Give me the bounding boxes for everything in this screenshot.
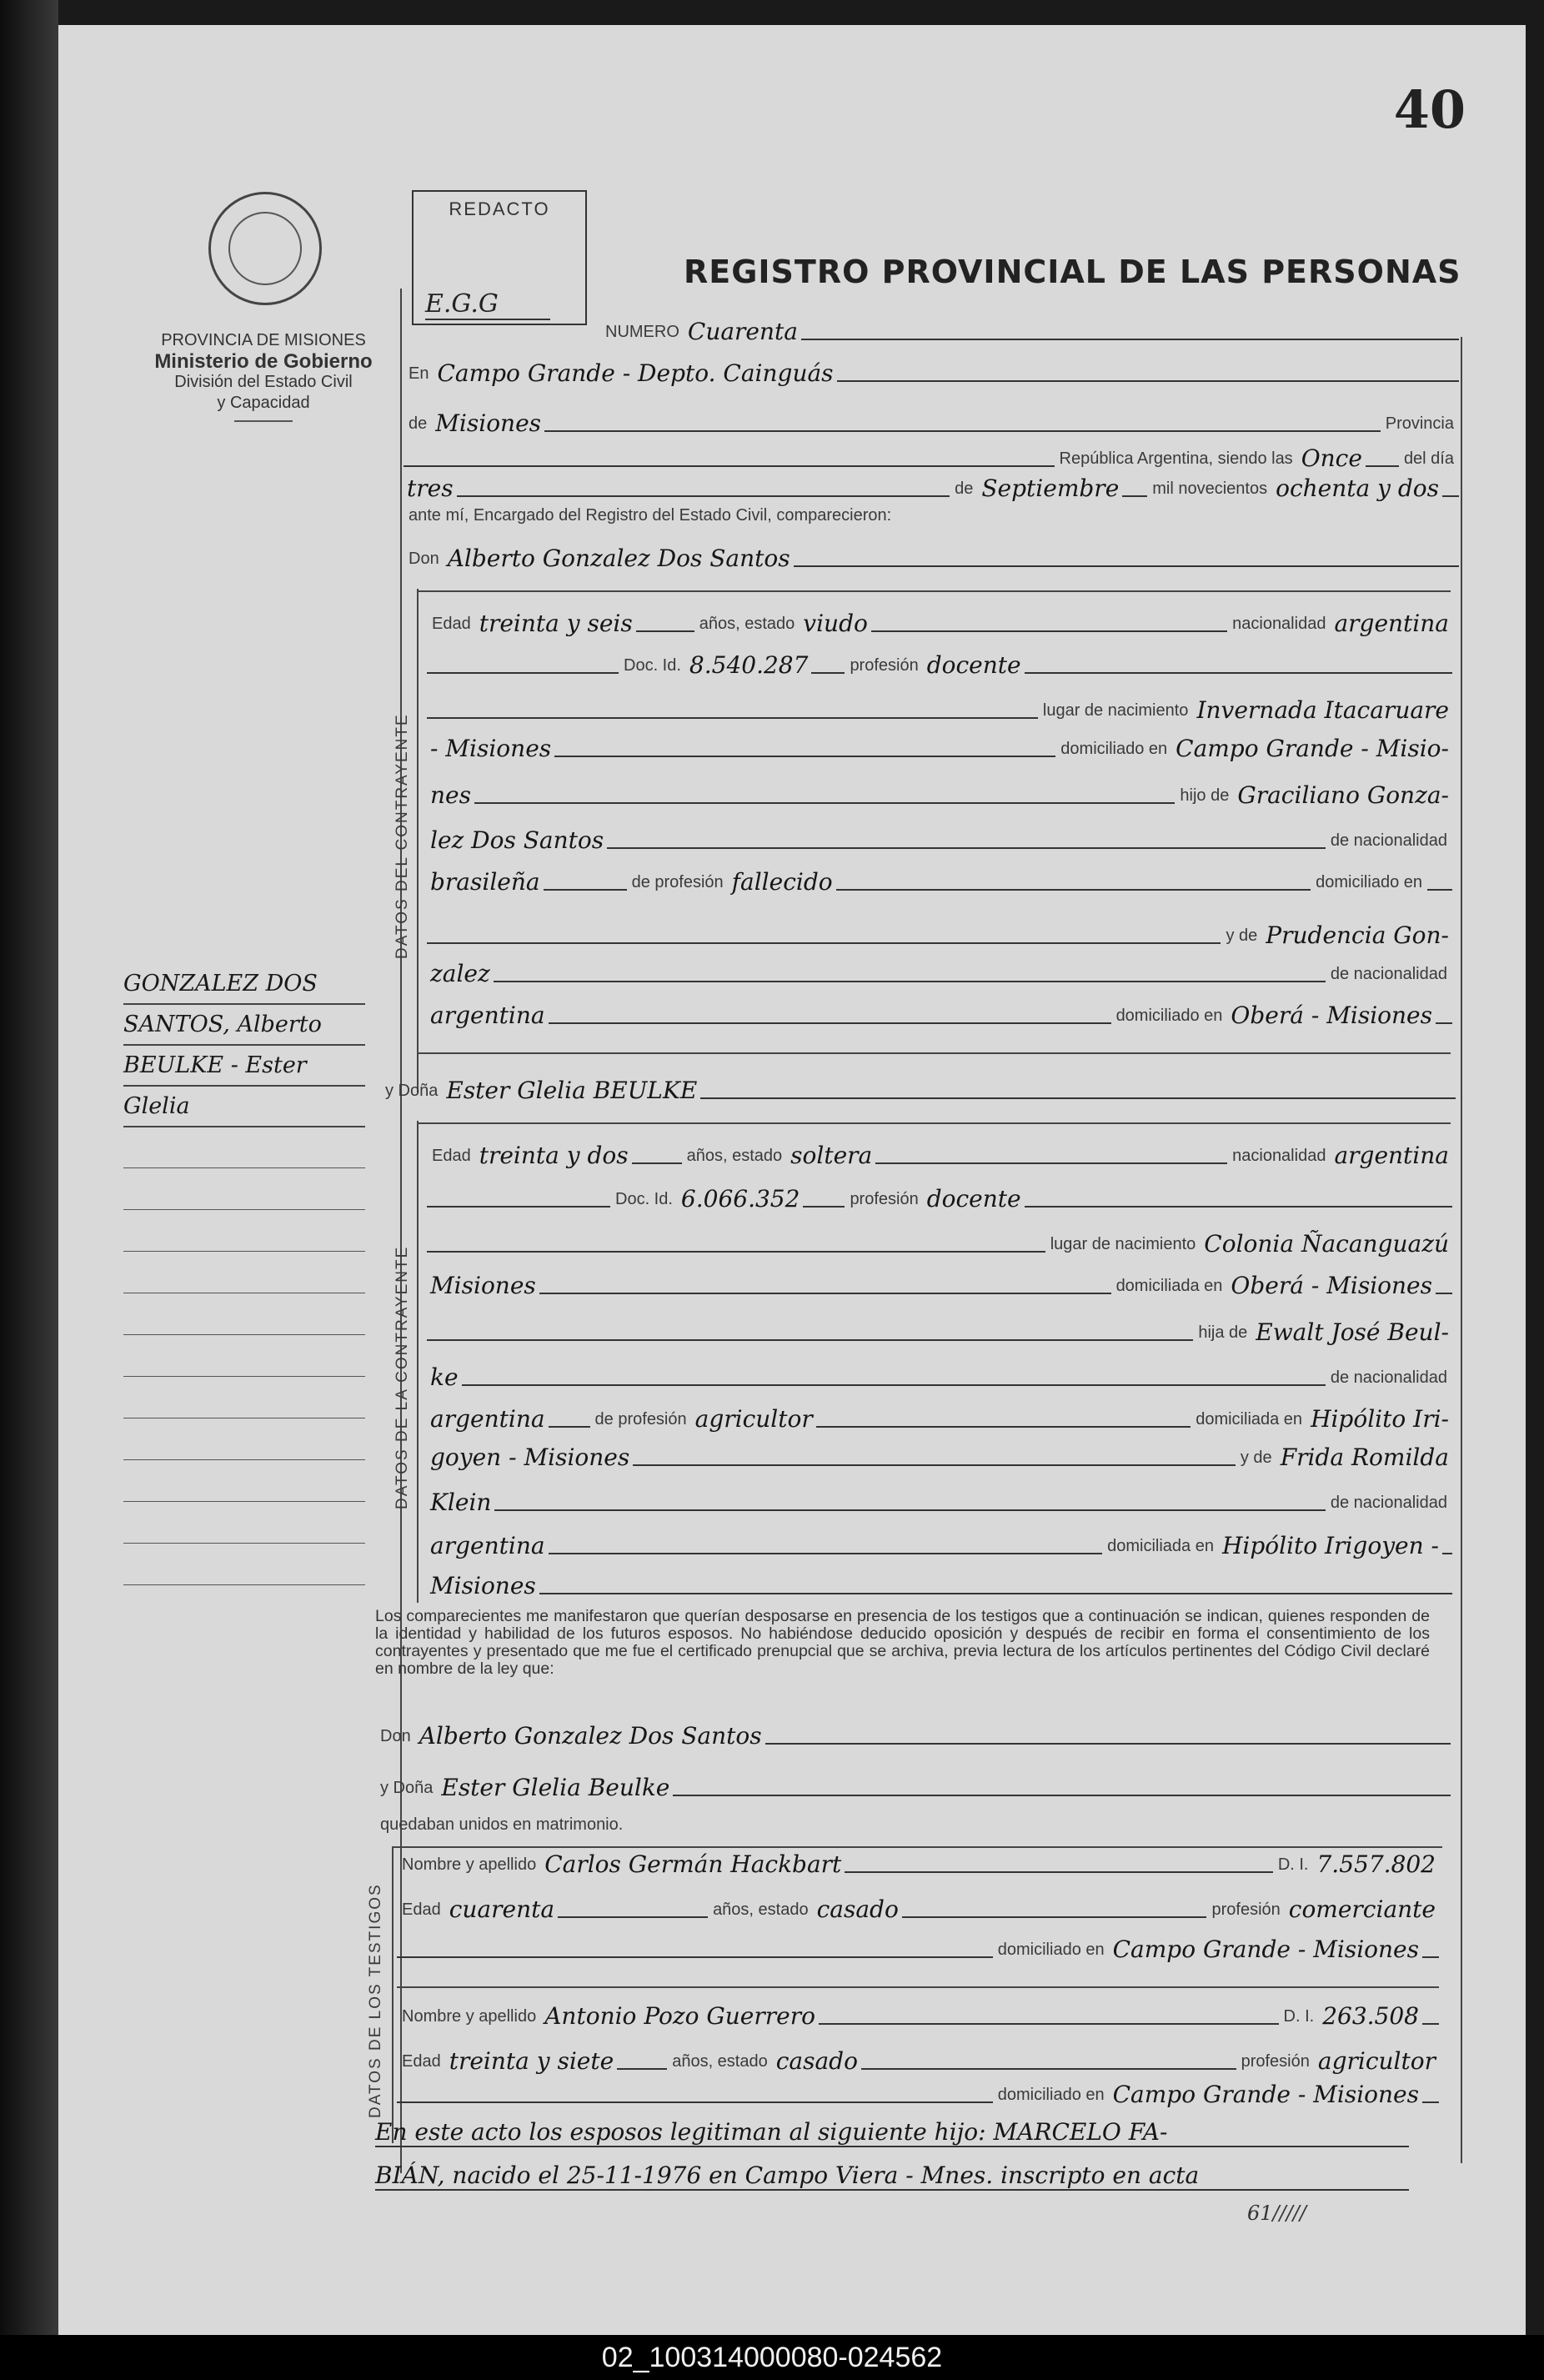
contrayenta-dona-row: y Doña Ester Glelia BEULKE (380, 1076, 1456, 1106)
left-rule (400, 289, 402, 2173)
contrayenta-madre-dom-row: argentina domiciliada en Hipólito Irigoyen - (427, 1531, 1452, 1561)
redacto-box (412, 190, 587, 325)
agency-division: División del Estado Civil (174, 373, 353, 391)
contrayenta-padre-nac-row: argentina de profesión agricultor domiciliada en Hipólito Iri- (430, 1405, 1449, 1433)
right-rule (1461, 337, 1462, 2163)
testigo2-domicilio-row: domiciliado en Campo Grande - Misiones (397, 2080, 1439, 2110)
margin-line-1: GONZALEZ DOS (123, 964, 365, 1005)
provincia-row: de Misiones Provincia (409, 409, 1454, 437)
contrayente-padre-nac-row: brasileña de profesión fallecido domiciliado en (427, 867, 1452, 897)
contrayenta-madre2-row: Klein de nacionalidad (430, 1489, 1447, 1516)
testigo2-nombre-row: Nombre y apellido Antonio Pozo Guerrero D. I. 263.508 (397, 2001, 1439, 2031)
testigo1-domicilio-row: domiciliado en Campo Grande - Misiones (397, 1935, 1439, 1965)
numero-row: NUMERO Cuarenta (600, 317, 1459, 347)
agency-ministry: Ministerio de Gobierno (154, 350, 373, 373)
union-dona-row: y Doña Ester Glelia Beulke (375, 1773, 1451, 1803)
testigos-side-label: DATOS DE LOS TESTIGOS (367, 1883, 384, 2118)
image-caption: 02_100314000080-024562 (0, 2335, 1544, 2380)
agency-province: PROVINCIA DE MISIONES (161, 331, 366, 349)
contrayenta-madre-dom2-row: Misiones (427, 1571, 1452, 1601)
legitimation-note-line-2: BIÁN, nacido el 25-11-1976 en Campo Viera - Mnes. inscripto en acta (375, 2162, 1409, 2191)
contrayente-hijo-row: nes hijo de Graciliano Gonza- (430, 781, 1449, 809)
contrayente-lugar-row: lugar de nacimiento Invernada Itacaruare (427, 695, 1452, 726)
book-spine (0, 0, 58, 2380)
don-row: Don Alberto Gonzalez Dos Santos (404, 544, 1459, 574)
margin-line-3: BEULKE - Ester (123, 1046, 365, 1087)
agency-block (133, 330, 394, 422)
contrayenta-lugar-row: lugar de nacimiento Colonia Ñacanguazú (427, 1229, 1452, 1259)
contrayente-padre-row: lez Dos Santos de nacionalidad (430, 826, 1447, 854)
contrayente-madre2-row: zalez de nacionalidad (430, 960, 1447, 987)
union-quedaban-row: quedaban unidos en matrimonio. (380, 1815, 624, 1834)
union-don-row: Don Alberto Gonzalez Dos Santos (375, 1721, 1451, 1751)
contrayenta-domicilio-row: Misiones domiciliada en Oberá - Misiones (427, 1271, 1452, 1301)
ante-row: ante mí, Encargado del Registro del Estado Civil, comparecieron: (409, 506, 892, 525)
contrayente-madre-dom-row: argentina domiciliado en Oberá - Misiones (427, 1001, 1452, 1031)
agency-capacity: y Capacidad (217, 394, 310, 412)
contrayente-domicilio-row: - Misiones domiciliado en Campo Grande - Misio- (430, 735, 1449, 762)
page-number: 40 (1393, 79, 1466, 140)
contrayente-bracket (417, 589, 419, 1092)
contrayenta-padre-row: ke de nacionalidad (430, 1363, 1447, 1391)
margin-line-4: Glelia (123, 1087, 365, 1127)
testigo1-nombre-row: Nombre y apellido Carlos Germán Hackbart D. I. 7.557.802 (402, 1850, 1436, 1878)
contrayenta-madre-row: goyen - Misiones y de Frida Romilda (430, 1444, 1449, 1471)
contrayente-madre-row: y de Prudencia Gon- (427, 921, 1452, 951)
contrayenta-edad-row: Edad treinta y dos años, estado soltera nacionalidad argentina (432, 1142, 1449, 1169)
contrayenta-side-label: DATOS DE LA CONTRAYENTE (394, 1245, 411, 1509)
republica-row: República Argentina, siendo las Once del día (404, 444, 1459, 474)
contrayente-side-label: DATOS DEL CONTRAYENTE (394, 713, 411, 959)
province-seal-icon (208, 192, 322, 305)
contrayenta-bracket (417, 1121, 419, 1603)
declaration-paragraph: Los comparecientes me manifestaron que querían desposarse en presencia de los testigos que a continuación se indican, quienes responden de la identidad y habilidad de los futuros esposos. No habiéndose deducido oposición y después de recibir en forma el consentimiento de los contrayentes y presentado que me fue el certificado prenupcial que se archiva, previa lectura de los artículos pertinentes del Código Civil declaré en nombre de la ley que: (375, 1607, 1430, 1678)
margin-line-2: SANTOS, Alberto (123, 1005, 365, 1046)
testigo2-edad-row: Edad treinta y siete años, estado casado profesión agricultor (402, 2047, 1436, 2075)
registry-title: REGISTRO PROVINCIAL DE LAS PERSONAS (684, 254, 1461, 290)
testigo1-edad-row: Edad cuarenta años, estado casado profesión comerciante (402, 1895, 1436, 1923)
redacto-value: E.G.G (425, 289, 550, 320)
initials: 61///// (1247, 2202, 1306, 2225)
contrayente-edad-row: Edad treinta y seis años, estado viudo nacionalidad argentina (432, 610, 1449, 637)
fecha-row: tres de Septiembre mil novecientos ochenta y dos (404, 474, 1459, 504)
redacto-label: REDACTO (449, 198, 550, 219)
legitimation-note-line-1: En este acto los esposos legitiman al siguiente hijo: MARCELO FA- (375, 2118, 1409, 2147)
testigos-bracket (392, 1846, 394, 2143)
margin-annotation (123, 964, 365, 1127)
contrayenta-doc-row: Doc. Id. 6.066.352 profesión docente (427, 1184, 1452, 1214)
contrayente-doc-row: Doc. Id. 8.540.287 profesión docente (427, 650, 1452, 680)
contrayenta-hija-row: hija de Ewalt José Beul- (427, 1318, 1452, 1348)
en-row: En Campo Grande - Depto. Cainguás (404, 359, 1459, 389)
